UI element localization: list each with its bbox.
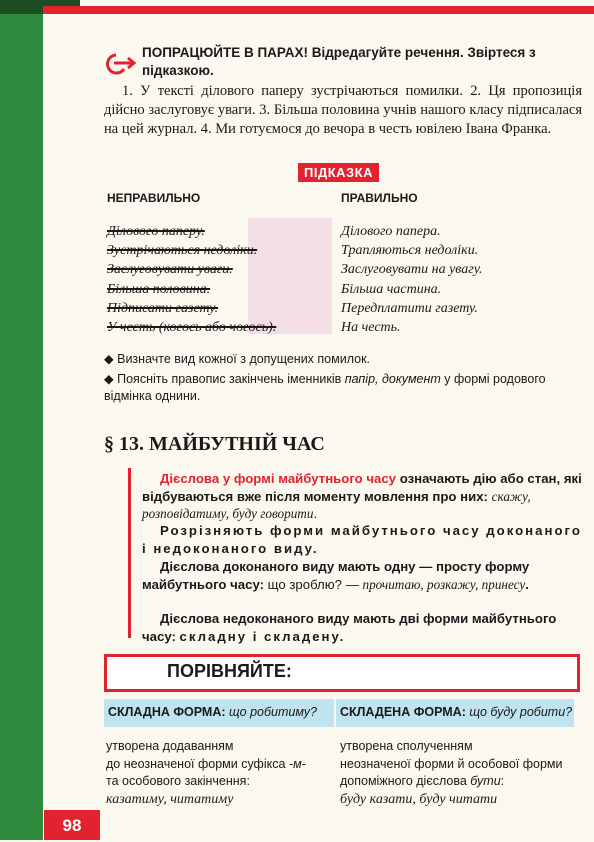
compare-title: ПОРІВНЯЙТЕ: xyxy=(167,661,292,681)
compare-box xyxy=(104,654,580,692)
right-item: Заслуговувати на увагу. xyxy=(341,262,483,278)
rule-1: Дієслова у формі майбутнього часу означають дію або стан, які відбуваються вже після моменту мовлення про них: скажу, розповідатиму, буду говорити. xyxy=(142,471,582,521)
rule-2: Розрізняють форми майбутнього часу доконаного і недоконаного виду. xyxy=(142,523,582,556)
diamond-icon: ◆ xyxy=(104,352,114,366)
pair-work-icon xyxy=(104,51,136,75)
wrong-item: Заслуговувати уваги. xyxy=(107,262,233,278)
wrong-item: Зустрічаються недоліки. xyxy=(107,243,258,259)
wrong-item: Підписати газету. xyxy=(107,300,219,316)
task-1: ◆ Визначте вид кожної з допущених помилок. xyxy=(104,352,371,366)
compare-right-header: СКЛАДЕНА ФОРМА: що буду робити? xyxy=(336,699,574,727)
hint-label: ПІДКАЗКА xyxy=(298,163,379,182)
section-title: § 13. МАЙБУТНІЙ ЧАС xyxy=(104,433,325,455)
right-header: ПРАВИЛЬНО xyxy=(341,191,418,205)
compare-left-header: СКЛАДНА ФОРМА: що робитиму? xyxy=(104,699,334,727)
right-item: Трапляються недоліки. xyxy=(341,243,479,259)
side-bar xyxy=(0,0,43,840)
task-2: ◆ Поясніть правопис закінчень іменників папір, документ у формі родового відмінка однини. xyxy=(104,372,546,403)
compare-left-text: утворена додаванням до неозначеної форми суфікса -м- та особового закінчення: казатиму, читатиму xyxy=(106,739,306,807)
wrong-item: Більша половина. xyxy=(107,281,211,297)
top-red-line xyxy=(43,6,594,14)
right-list xyxy=(341,222,571,337)
right-item: Передплатити газету. xyxy=(341,300,478,316)
rule-4: Дієслова недоконаного виду мають дві форми майбутнього часу: складну і складену. xyxy=(142,611,557,644)
rule-accent-bar xyxy=(128,468,131,638)
page-number: 98 xyxy=(44,810,100,840)
right-item: Ділового папера. xyxy=(341,224,441,239)
compare-right-text: утворена сполученням неозначеної форми й особової форми допоміжного дієслова бути: буду казати, буду читати xyxy=(340,739,563,807)
exercise-title: ПОПРАЦЮЙТЕ В ПАРАХ! Відредагуйте речення. Звіртеся з підказкою. xyxy=(142,45,536,78)
wrong-header: НЕПРАВИЛЬНО xyxy=(107,191,201,205)
wrong-list xyxy=(107,222,307,337)
rule-3: Дієслова доконаного виду мають одну — просту форму майбутнього часу: що зроблю? — прочитаю, розкажу, принесу. xyxy=(142,559,530,592)
right-item: На честь. xyxy=(341,319,401,335)
wrong-item: У честь (когось або чогось). xyxy=(107,319,277,335)
diamond-icon: ◆ xyxy=(104,372,114,386)
wrong-item: Ділового паперу. xyxy=(107,224,205,239)
exercise-text: 1. У тексті ділового паперу зустрічаються помилки. 2. Ця пропозиція дійсно заслуговує уваги. 3. Більша половина учнів нашого класу підписалася на цей журнал. 4. Ми готуємося до вечора в честь ювілею Івана Франка. xyxy=(104,83,582,137)
right-item: Більша частина. xyxy=(341,281,442,297)
